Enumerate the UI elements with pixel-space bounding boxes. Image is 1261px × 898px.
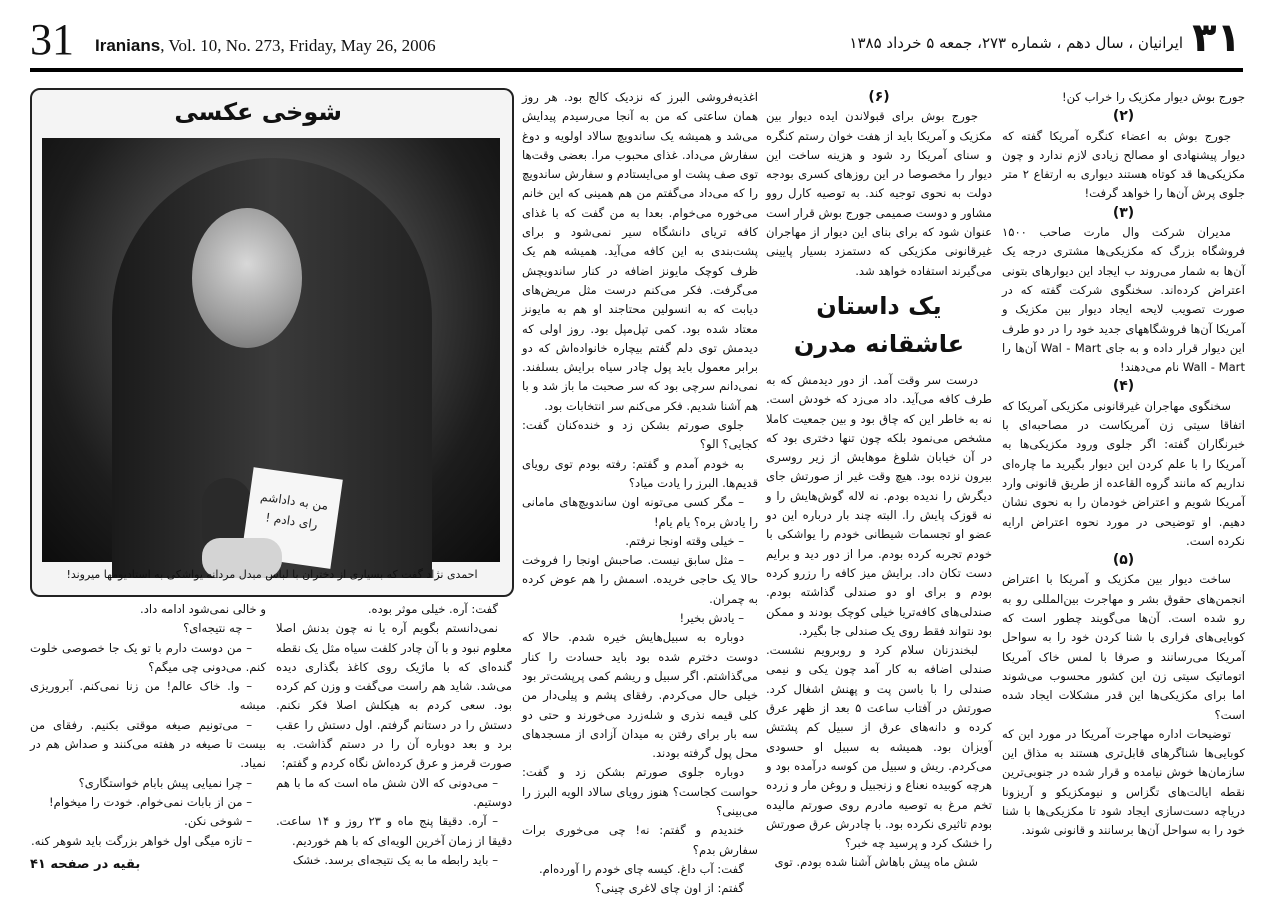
paragraph: – می‌دونی که الان شش ماه است که ما با هم دوستیم. [276, 775, 512, 809]
paragraph: توضیحات اداره مهاجرت آمریکا در مورد این که کوبایی‌ها شناگرهای قابل‌تری هستند به مذاق این سازمان‌ها خوش نیامده و قرار شده در جنوبی‌ترین نقطه ایالت‌های تگزاس و نیومکزیکو و آریزونا دریاچه دست‌سازی ایجاد شود تا مکزیکی‌ها با شنا خود را به سواحل آن‌ها برسانند و قانونی شوند. [1002, 726, 1245, 838]
section-number: (۶) [868, 89, 890, 105]
photo-joke-box [30, 88, 514, 597]
column-1 [1002, 88, 1245, 866]
sign-line2: رای دادم ! [264, 510, 319, 532]
paragraph: – مگر کسی می‌تونه اون ساندویچ‌های مامانی را یادش بره؟ یام یام! [522, 495, 758, 529]
section-number: (۲) [1112, 108, 1135, 125]
page-number-fa: ۳۱ [1192, 15, 1241, 61]
paragraph: درست سر وقت آمد. از دور دیدمش که به طرف کافه می‌آید. داد می‌زد که خودش است. نه به خاطر این که چاق بود و بین جمعیت کاملا مشخص می‌نمود بلکه چون تنها دختری بود که در آن خیابان شلوغ موهایش از زیر روسری بیرون نزده بود. هیچ وقت غیر از صورتش جای دیگرش را ندیده بودم. نه لاله گوش‌هایش را و نه قوزک پایش را. البته چند بار درباره این دو عضو او تجسمات شیطانی خودم را یواشکی با خودم تجربه کرده بودم. مرا از دور دید و برایم دست تکان داد. برایش میز کافه را رزرو کرده بودم و برای او دو صندلی گذاشته بودم. صندلی‌های کافه‌تریا خیلی کوچک بودند و ممکن بود نتواند فقط روی یک صندلی جا بگیرد. [766, 372, 992, 638]
paragraph: اغذیه‌فروشی البرز که نزدیک کالج بود. هر روز همان ساعتی که من به آنجا می‌رسیدم پیدایش می‌شد و همیشه یک ساندویچ سالاد اولویه و دوغ سفارش می‌داد. غذای محبوب مرا. بعضی وقت‌ها توی صف پشت او می‌ایستادم و سفارش ساندویچ را که می‌داد می‌گفتم من هم همینی که این خانم می‌خوره می‌خوام. بعدا به من گفت که با غذای کافه تریای دانشگاه سیر نمی‌شود و برای پشت‌بندی به این کافه می‌آید. همیشه هم یک ظرف کوچک مایونز اضافه در کنار ساندویچش می‌گرفت. فکر می‌کنم درست مثل مریض‌های دیابت که به انسولین محتاجند او هم به مایونز معتاد شده بود. کمی تپل‌مپل بود. روز اولی که دیدمش توی دلم گفتم بیچاره خانواده‌اش که دو برابر معمول باید پول چادر سیاه برایش بسلفند. نمی‌دانم سرچی بود که سر صحبت ما باز شد و با هم آشنا شدیم. فکر می‌کنم سر انتخابات بود. [522, 90, 758, 413]
paragraph: – وا. خاک عالم! من زنا نمی‌کنم. آبروریزی میشه [30, 679, 266, 713]
column-5 [30, 600, 266, 872]
issue-info-en: , Vol. 10, No. 273, Friday, May 26, 2006 [160, 36, 436, 55]
issue-line-fa: ایرانیان ، سال دهم ، شماره ۲۷۳، جمعه ۵ خرداد ۱۳۸۵ [849, 34, 1183, 52]
paragraph: گفت: آب داغ. کیسه چای خودم را آورده‌ام. [538, 861, 744, 876]
paragraph: دوباره جلوی صورتم بشکن زد و گفت: حواست کجاست؟ هنوز رویای سالاد الویه البرز را می‌بینی؟ [522, 765, 758, 818]
header-rule [30, 68, 1243, 72]
paragraph: جورج بوش دیوار مکزیک را خراب کن! [1061, 90, 1245, 104]
paragraph: مدیران شرکت وال مارت صاحب ۱۵۰۰ فروشگاه بزرگ که مکزیکی‌ها مشتری درجه یک آن‌ها به شمار می‌روند ب ایجاد این دیوارهای بتونی اعتراض کرده‌اند. سخنگوی شرکت گفته که در صورت تصویب لایحه ایجاد دیوار بین مکزیک و آمریکا آن‌ها فروشگاههای جدید خود را در دو طرف این دیوار قرار داده و به جای Wal - Mart آن‌ها را Wall - Mart نام می‌دهند! [1002, 225, 1245, 375]
paragraph: سخنگوی مهاجران غیرقانونی مکزیکی آمریکا که اتفاقا سیتی زن آمریکاست در مصاحبه‌ای با خبرنگاران گفته: اگر جلوی ورود مکزیکی‌ها به آمریکا را با علم کردن این دیوار بگیرید ما چاره‌ای نداریم که مانند گروه القاعده از طریق قانونی وارد آمریکا شویم و اعتراض خودمان را به نحوی نشان دهیم. او توضیحی در مورد نحوه اعتراض ارایه نکرده است. [1002, 398, 1245, 548]
paragraph: به خودم آمدم و گفتم: رفته بودم توی رویای قدیم‌ها. البرز را یادت میاد؟ [522, 456, 758, 490]
face [192, 208, 302, 348]
paragraph: جورج بوش به اعضاء کنگره آمریکا گفته که دیوار پیشنهادی او مصالح زیادی لازم ندارد و چون مکزیکی‌ها قد کوتاه هستند دیواری به ارتفاع ۲ متر جلوی پرش آن‌ها را خواهد گرفت! [1002, 128, 1245, 201]
issue-line-en [95, 36, 436, 56]
paragraph: دوباره به سبیل‌هایش خیره شدم. حالا که دوست دخترم شده بود باید حسادت را کنار می‌گذاشتم. اگر سبیل و ریشم کمی پرپشت‌تر بود خیلی حال می‌کردم. رفقای پشم و پیلی‌دار من کلی قیمه نذری و شله‌زرد می‌خورند و حتی دو سه بار برای رفتن به میدان آزادی از مسجدهای محل پول گرفته بودند. [522, 630, 758, 761]
page-number-en: 31 [30, 15, 74, 64]
paragraph: – مثل سابق نیست. صاحبش اونجا را فروخت حالا یک حاجی خریده. اسمش را هم عوض کرده به چمران. [522, 553, 758, 606]
photo-caption: احمدی نژاد گفت که بسیاری از دختران با لباس مبدل مردانه یواشکی به استادیومها میروند! [66, 568, 478, 581]
publication-name: Iranians [95, 36, 161, 55]
paragraph: جلوی صورتم بشکن زد و خنده‌کنان گفت: کجایی؟ الو؟ [522, 418, 758, 452]
section-number: (۳) [1112, 204, 1135, 221]
paragraph: – تازه میگی اول خواهر بزرگت باید شوهر کنه. [31, 833, 252, 848]
paragraph: – من از بابات نمی‌خوام. خودت را میخوام! [49, 794, 252, 809]
column-2 [766, 88, 992, 870]
paragraph: خندیدم و گفتم: نه! چی می‌خوری برات سفارش بدم؟ [522, 823, 758, 857]
paragraph: لبخندزنان سلام کرد و روبرویم نشست. صندلی اضافه به کار آمد چون یکی و نیمی صندلی را با باسن پت و پهنش اشغال کرد. صورتش در آفتاب ساعت ۵ بعد از ظهر عرق کرده و دانه‌های عرق از سبیل کم پشتش آویزان بود. همیشه به سبیل او حسودی می‌کردم. ریش و سبیل من کوسه درآمده بود و هرچه کوبیده نعناع و زنجبیل و روغن مار و زرده تخم مرغ به توصیه مادرم روی صورتم مالیده بودم تاثیری نکرده بود. با چادرش عرق صورتش را خشک کرد و پرسید چه خبر؟ [766, 643, 992, 851]
photo-title: شوخی عکسی [174, 98, 342, 126]
paragraph: جورج بوش برای قبولاندن ایده دیوار بین مکزیک و آمریکا باید از هفت خوان رستم کنگره و سنای آمریکا رد شود و هزینه ساخت این دیوار را مخصوصا در این روزهای کسری بودجه دولت به نحوی توجیه کند. به توصیه کارل روو مشاور و دوست صمیمی جورج بوش قرار است عنوان شود که برای بنای این دیوار از مهاجران غیرقانونی مکزیکی که دستمزد بسیار پایینی می‌گیرند استفاده خواهد شد. [766, 109, 992, 278]
photo-image [42, 138, 500, 562]
column-3 [522, 88, 758, 896]
paragraph: – باید رابطه ما به یک نتیجه‌ای برسد. خشک [292, 852, 498, 867]
continued-note: بقیه در صفحه ۴۱ [30, 856, 141, 872]
paragraph: – چرا نمیایی پیش بابام خواستگاری؟ [78, 775, 252, 790]
column-4 [276, 600, 512, 866]
paragraph: – یادش بخیر! [679, 611, 744, 626]
paragraph: – من دوست دارم با تو یک جا خصوصی خلوت کنم. می‌دونی چی میگم؟ [30, 640, 266, 674]
paragraph: نمی‌دانستم بگویم آره یا نه چون بدنش اصلا معلوم نبود و با آن چادر کلفت سیاه مثل یک نقطه گنده‌ای که با ماژیک روی کاغذ بگذاری دیده می‌شد. شاید هم راست می‌گفت و وزن کم کرده بود. سعی کردم به هیکلش اصلا فکر نکنم. دستش را در دستانم گرفتم. اول دستش را عقب برد و بعد دوباره آن را در دستم گذاشت. به صورت قرمز و عرق کرده‌اش نگاه کردم و گفتم: [276, 621, 512, 771]
article-headline: یک داستان عاشقانه مدرن [793, 291, 965, 358]
paragraph: – خیلی وقته اونجا نرفتم. [625, 533, 744, 548]
paragraph: گفت: آره. خیلی موثر بوده. [367, 602, 498, 616]
paragraph: – چه نتیجه‌ای؟ [183, 621, 252, 636]
section-number: (۴) [1112, 378, 1135, 395]
paragraph: ساخت دیوار بین مکزیک و آمریکا با اعتراض انجمن‌های حقوق بشر و مهاجرت بین‌المللی رو به رو شده است. آن‌ها می‌گویند چطور است که کوبایی‌های فراری با شنا کردن خود را به سواحل آمریکا می‌رسانند و صرفا با لمس خاک آمریکا اتوماتیک سیتی زن این کشور محسوب می‌شوند اما برای مکزیکی‌ها این قدر مشکلات ایجاد شده است؟ [1002, 572, 1245, 722]
paragraph: – آره. دقیقا پنج ماه و ۲۳ روز و ۱۴ ساعت. دقیقا از زمان آخرین الویه‌ای که با هم خوردیم. [276, 814, 512, 848]
paragraph: و خالی نمی‌شود ادامه داد. [140, 602, 266, 616]
section-number: (۵) [1112, 552, 1135, 569]
paragraph: – می‌تونیم صیغه موقتی بکنیم. رفقای من بیست تا صیغه در هفته می‌کنند و صداش هم در نمیاد. [30, 717, 266, 771]
sign-line1: من به داداشم [259, 489, 330, 513]
paragraph: گفتم: از اون چای لاغری چینی؟ [595, 881, 744, 896]
paragraph: شش ماه پیش باهاش آشنا شده بودم. توی [774, 855, 978, 870]
paragraph: – شوخی نکن. [184, 814, 252, 829]
